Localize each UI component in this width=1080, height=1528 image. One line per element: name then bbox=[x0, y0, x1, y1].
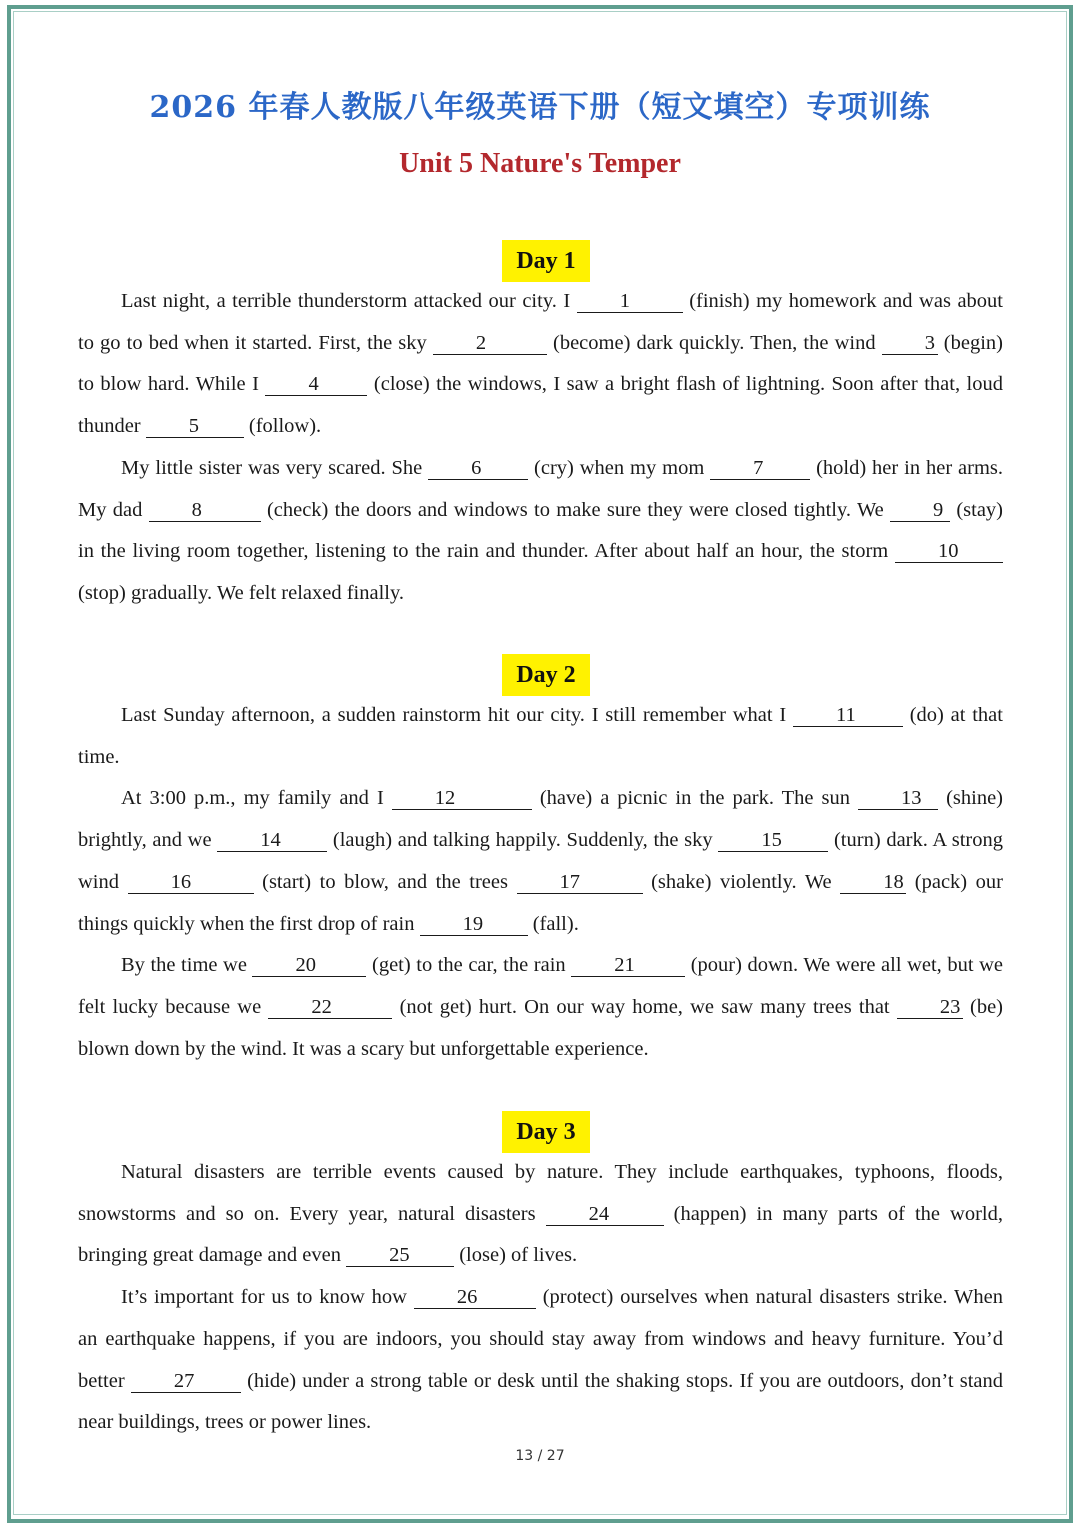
passage-text: It’s important for us to know how bbox=[121, 1286, 414, 1309]
blank-11: 11 bbox=[793, 704, 903, 727]
blank-12: 12 bbox=[392, 787, 532, 810]
blank-7: 7 bbox=[710, 457, 810, 480]
day-1-heading: Day 1 bbox=[502, 240, 590, 282]
day-3-paragraph-1 bbox=[78, 1152, 1003, 1277]
blank-9: 9 bbox=[890, 499, 950, 522]
page-title: 2026 年春人教版八年级英语下册（短文填空）专项训练 bbox=[149, 90, 931, 125]
passage-text: (hide) under a strong table or desk until the shaking stops. If you are outdoors, don’t stand near buildings, trees or power lines. bbox=[78, 1369, 1003, 1434]
blank-6: 6 bbox=[428, 457, 528, 480]
day-2-paragraph-2 bbox=[78, 778, 1003, 945]
blank-26: 26 bbox=[414, 1286, 536, 1309]
blank-10: 10 bbox=[895, 540, 1003, 563]
passage-text: Last night, a terrible thunderstorm attacked our city. I bbox=[121, 290, 577, 312]
passage-text: At 3:00 p.m., my family and I bbox=[121, 787, 392, 810]
day-3-paragraph-2 bbox=[78, 1277, 1003, 1444]
passage-text: (laugh) and talking happily. Suddenly, the sky bbox=[327, 829, 719, 852]
passage-text: (shake) violently. We bbox=[642, 870, 841, 893]
passage-text: (get) to the car, the rain bbox=[366, 954, 572, 977]
day-1-paragraph-1 bbox=[78, 281, 1003, 448]
passage-text: (shine) brightly, and we bbox=[78, 787, 1003, 852]
passage-text: (do) at that time. bbox=[78, 704, 1003, 768]
blank-17: 17 bbox=[517, 871, 643, 894]
blank-4: 4 bbox=[265, 373, 367, 396]
passage-text: (finish) my homework and was about to go to bed when it started. First, the sky bbox=[78, 290, 1003, 354]
day-3-passage bbox=[78, 1152, 1003, 1444]
day-3-heading: Day 3 bbox=[502, 1111, 590, 1153]
blank-14: 14 bbox=[217, 829, 327, 852]
blank-25: 25 bbox=[346, 1244, 454, 1267]
blank-27: 27 bbox=[131, 1370, 241, 1393]
passage-text: Last Sunday afternoon, a sudden rainstorm hit our city. I still remember what I bbox=[121, 704, 793, 726]
blank-8: 8 bbox=[149, 499, 261, 522]
passage-text: (pour) down. We were all wet, but we felt lucky because we bbox=[78, 954, 1003, 1018]
passage-text: (hold) her in her arms. My dad bbox=[78, 456, 1004, 521]
passage-text: (stay) in the living room together, listening to the rain and thunder. After about half an hour, the storm bbox=[78, 498, 1004, 563]
passage-text: (happen) in many parts of the world, bringing great damage and even bbox=[78, 1202, 1004, 1267]
blank-13: 13 bbox=[858, 787, 938, 810]
passage-text: (turn) dark. A strong wind bbox=[78, 829, 1003, 893]
unit-subtitle: Unit 5 Nature's Temper bbox=[399, 148, 681, 179]
passage-text: (start) to blow, and the trees bbox=[253, 870, 517, 893]
blank-1: 1 bbox=[577, 290, 683, 313]
passage-text: (protect) ourselves when natural disasters strike. When an earthquake happens, if you are indoors, you should stay away from windows and heavy furniture. You’d better bbox=[78, 1286, 1003, 1392]
passage-text: Natural disasters are terrible events caused by nature. They include earthquakes, typhoons, floods, snowstorms and so on. Every year, natural disasters bbox=[78, 1161, 1003, 1225]
passage-text: By the time we bbox=[121, 954, 253, 977]
passage-text: (have) a picnic in the park. The sun bbox=[531, 787, 859, 810]
passage-text: (begin) to blow hard. While I bbox=[78, 331, 1003, 396]
blank-23: 23 bbox=[897, 996, 963, 1019]
passage-text: (cry) when my mom bbox=[528, 456, 711, 479]
day-2-paragraph-1 bbox=[78, 695, 1003, 778]
blank-16: 16 bbox=[128, 871, 254, 894]
passage-text: My little sister was very scared. She bbox=[121, 456, 429, 479]
passage-text: (become) dark quickly. Then, the wind bbox=[546, 331, 882, 354]
blank-24: 24 bbox=[546, 1203, 664, 1226]
day-2-heading: Day 2 bbox=[502, 654, 590, 696]
blank-2: 2 bbox=[433, 332, 547, 355]
day-2-passage bbox=[78, 695, 1003, 1070]
blank-3: 3 bbox=[882, 332, 938, 355]
blank-22: 22 bbox=[268, 996, 392, 1019]
blank-19: 19 bbox=[420, 913, 528, 936]
passage-text: (lose) of lives. bbox=[454, 1244, 578, 1267]
blank-15: 15 bbox=[718, 829, 828, 852]
day-2-paragraph-3 bbox=[78, 945, 1003, 1070]
passage-text: (check) the doors and windows to make sure they were closed tightly. We bbox=[260, 498, 891, 521]
blank-20: 20 bbox=[252, 954, 366, 977]
blank-5: 5 bbox=[146, 415, 244, 438]
blank-21: 21 bbox=[571, 954, 685, 977]
passage-text: (stop) gradually. We felt relaxed finally. bbox=[78, 581, 405, 604]
day-1-passage bbox=[78, 281, 1003, 615]
blank-18: 18 bbox=[840, 871, 906, 894]
passage-text: (pack) our things quickly when the first drop of rain bbox=[78, 870, 1003, 935]
passage-text: (be) blown down by the wind. It was a scary but unforgettable experience. bbox=[78, 995, 1003, 1060]
passage-text: (not get) hurt. On our way home, we saw many trees that bbox=[392, 995, 897, 1018]
passage-text: (fall). bbox=[527, 912, 579, 935]
passage-text: (follow). bbox=[243, 415, 322, 438]
page-number: 13 / 27 bbox=[515, 1448, 565, 1464]
day-1-paragraph-2 bbox=[78, 448, 1003, 615]
passage-text: (close) the windows, I saw a bright flash of lightning. Soon after that, loud thunder bbox=[78, 373, 1004, 438]
